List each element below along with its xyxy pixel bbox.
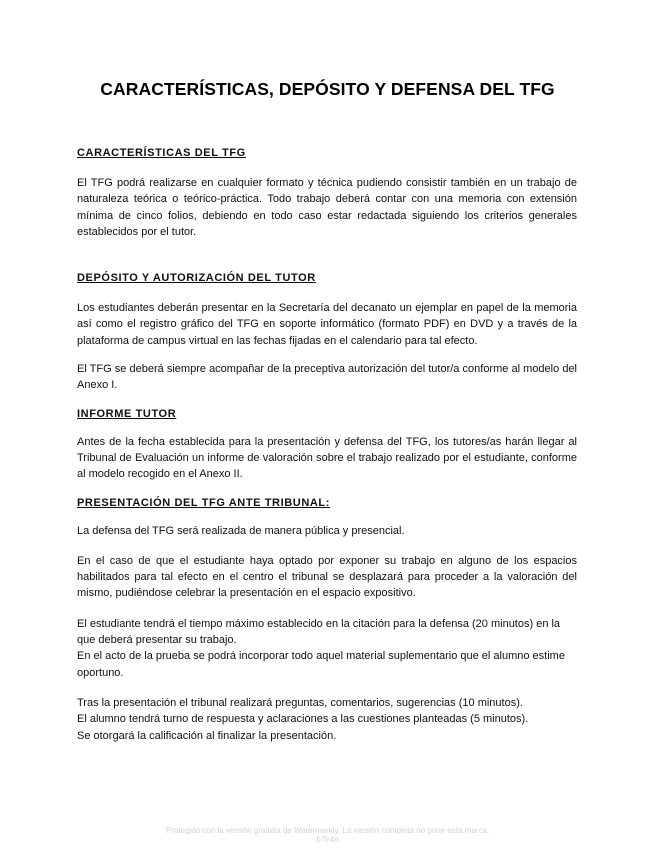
section-heading-deposito: DEPÓSITO Y AUTORIZACIÓN DEL TUTOR	[77, 272, 316, 285]
watermark-line-1: Protegido con la versión gratuita de Watermarkly. La versión completa no pone esta marca.	[165, 826, 490, 835]
section-heading-informe: INFORME TUTOR	[77, 407, 177, 420]
paragraph-presentacion-3b: En el acto de la prueba se podrá incorporar todo aquel material suplementario que el alumno estime oportuno.	[77, 650, 565, 679]
document-body	[77, 145, 577, 744]
watermark	[0, 826, 655, 844]
paragraph-presentacion-4a: Tras la presentación el tribunal realizará preguntas, comentarios, sugerencias (10 minutos).	[77, 696, 523, 709]
paragraph-caracteristicas: El TFG podrá realizarse en cualquier formato y técnica pudiendo consistir también en un trabajo de naturaleza teórica o teórico-práctica. Todo trabajo deberá contar con una memoria con extensión mínima de cinco folios, debiendo en todo caso estar redactada siguiendo los criterios generales establecidos por el tutor.	[77, 177, 577, 238]
watermark-line-2: b7lr4n	[316, 835, 339, 844]
paragraph-deposito-2: El TFG se deberá siempre acompañar de la preceptiva autorización del tutor/a conforme al modelo del Anexo I.	[77, 363, 577, 392]
section-heading-presentacion: PRESENTACIÓN DEL TFG ANTE TRIBUNAL:	[77, 496, 331, 509]
paragraph-deposito-1: Los estudiantes deberán presentar en la Secretaría del decanato un ejemplar en papel de la memoria así como el registro gráfico del TFG en soporte informático (formato PDF) en DVD y a través de la plataforma de campus virtual en las fechas fijadas en el calendario para tal efecto.	[77, 302, 577, 347]
paragraph-presentacion-4c: Se otorgará la calificación al finalizar la presentación.	[77, 729, 337, 742]
paragraph-presentacion-4b: El alumno tendrá turno de respuesta y aclaraciones a las cuestiones planteadas (5 minutos).	[77, 713, 529, 726]
paragraph-presentacion-1: La defensa del TFG será realizada de manera pública y presencial.	[77, 524, 405, 537]
document-title: CARACTERÍSTICAS, DEPÓSITO Y DEFENSA DEL TFG	[100, 79, 555, 99]
paragraph-presentacion-3a: El estudiante tendrá el tiempo máximo establecido en la citación para la defensa (20 minutos) en la que deberá presentar su trabajo.	[77, 617, 561, 647]
paragraph-informe: Antes de la fecha establecida para la presentación y defensa del TFG, los tutores/as harán llegar al Tribunal de Evaluación un informe de valoración sobre el trabajo realizado por el estudiante, conforme al modelo recogido en el Anexo II.	[77, 435, 577, 481]
section-heading-caracteristicas: CARACTERÍSTICAS DEL TFG	[77, 147, 246, 159]
paragraph-presentacion-2: En el caso de que el estudiante haya optado por exponer su trabajo en alguno de los espacios habilitados para tal efecto en el centro el tribunal se desplazará para proceder a la valoración del mismo, pudiéndose celebrar la presentación en el espacio expositivo.	[77, 554, 577, 600]
